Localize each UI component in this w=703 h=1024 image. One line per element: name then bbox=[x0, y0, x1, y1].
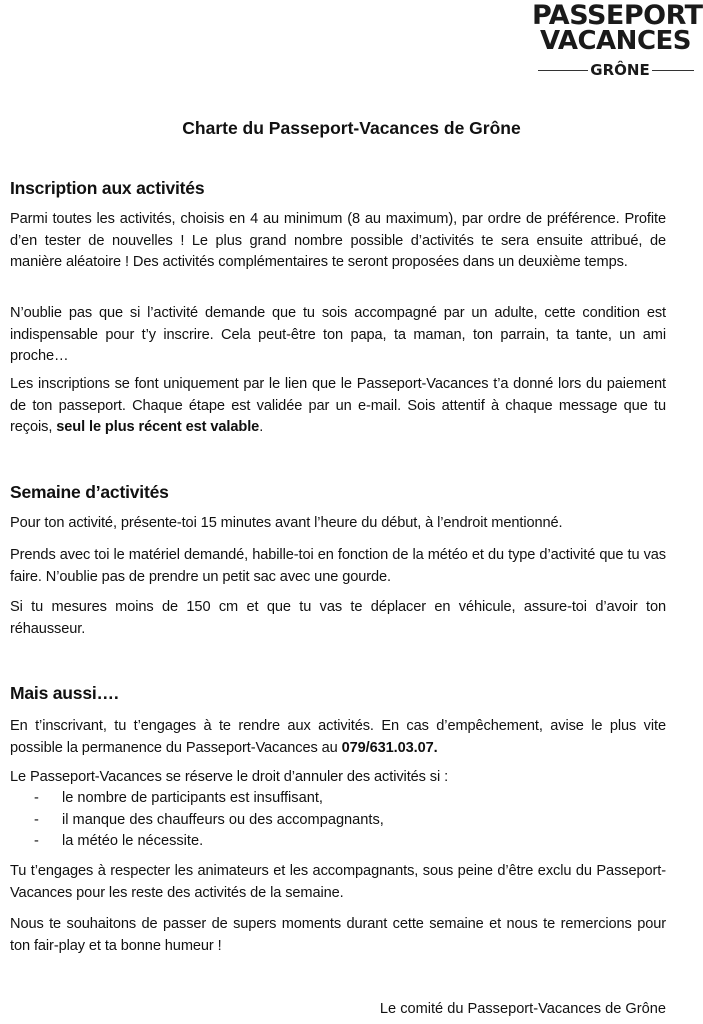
list-item-text: la météo le nécessite. bbox=[62, 833, 204, 849]
document-title: Charte du Passeport-Vacances de Grône bbox=[182, 118, 521, 138]
passeport-vacances-logo bbox=[528, 0, 703, 80]
paragraph-text: Les inscriptions se font uniquement par le lien que le Passeport-Vacances t’a donné lors du paiement de ton passeport. Chaque étape est validée par un e-mail. Sois attentif à chaque message que tu reçois, bbox=[10, 376, 666, 435]
section-heading-inscription: Inscription aux activités bbox=[10, 178, 205, 198]
paragraph: Tu t’engages à respecter les animateurs et les accompagnants, sous peine d’être exclu du Passeport-Vacances pour les reste des activités de la semaine. bbox=[10, 863, 666, 901]
paragraph-text: En t’inscrivant, tu t’engages à te rendre aux activités. En cas d’empêchement, avise le plus vite possible la permanence du Passeport-Vacances au bbox=[10, 718, 666, 756]
phone-number: 079/631.03.07. bbox=[341, 739, 438, 756]
paragraph: Prends avec toi le matériel demandé, habille-toi en fonction de la météo et du type d’activité que tu vas faire. N’oublie pas de prendre un petit sac avec une gourde. bbox=[10, 547, 666, 585]
logo-line-1: PASSEPORT bbox=[532, 0, 703, 31]
logo-rule-right bbox=[652, 70, 694, 71]
section-heading-mais-aussi: Mais aussi…. bbox=[10, 683, 119, 703]
list-item bbox=[10, 788, 384, 810]
paragraph-inscriptions bbox=[10, 374, 666, 439]
paragraph: Parmi toutes les activités, choisis en 4 au minimum (8 au maximum), par ordre de préférence. Profite d’en tester de nouvelles ! Le plus grand nombre possible d’activités te sera ensuite attribué, de manière aléatoire ! Des activités complémentaires te seront proposées dans un deuxième temps. bbox=[10, 211, 666, 270]
paragraph: Nous te souhaitons de passer de supers moments durant cette semaine et nous te remercions pour ton fair-play et ta bonne humeur ! bbox=[10, 916, 666, 954]
paragraph: N’oublie pas que si l’activité demande que tu sois accompagné par un adulte, cette condition est indispensable pour t’y inscrire. Cela peut-être ton papa, ta maman, ton parrain, ta tante, un ami proche… bbox=[10, 305, 666, 364]
bullet-dash: - bbox=[34, 790, 39, 806]
signature: Le comité du Passeport-Vacances de Grône bbox=[379, 1001, 666, 1017]
logo-line-2: VACANCES bbox=[540, 26, 692, 56]
paragraph-end: . bbox=[259, 419, 264, 435]
paragraph-permanence bbox=[10, 716, 666, 759]
paragraph: Si tu mesures moins de 150 cm et que tu vas te déplacer en véhicule, assure-toi d’avoir ton réhausseur. bbox=[10, 599, 666, 637]
cancellation-reasons-list bbox=[10, 788, 384, 853]
bullet-dash: - bbox=[34, 833, 39, 849]
bullet-dash: - bbox=[34, 811, 39, 828]
paragraph-emphasis: seul le plus récent est valable bbox=[56, 419, 260, 435]
section-heading-semaine: Semaine d’activités bbox=[10, 482, 169, 502]
logo-rule-left bbox=[538, 70, 588, 71]
list-item-text: il manque des chauffeurs ou des accompagnants, bbox=[62, 811, 384, 828]
paragraph: Pour ton activité, présente-toi 15 minutes avant l’heure du début, à l’endroit mentionné. bbox=[10, 515, 563, 531]
logo-place: GRÔNE bbox=[590, 61, 650, 79]
list-item bbox=[10, 810, 384, 832]
list-item-text: le nombre de participants est insuffisant, bbox=[62, 790, 323, 806]
list-item bbox=[10, 831, 384, 853]
paragraph: Le Passeport-Vacances se réserve le droit d’annuler des activités si : bbox=[10, 769, 449, 785]
